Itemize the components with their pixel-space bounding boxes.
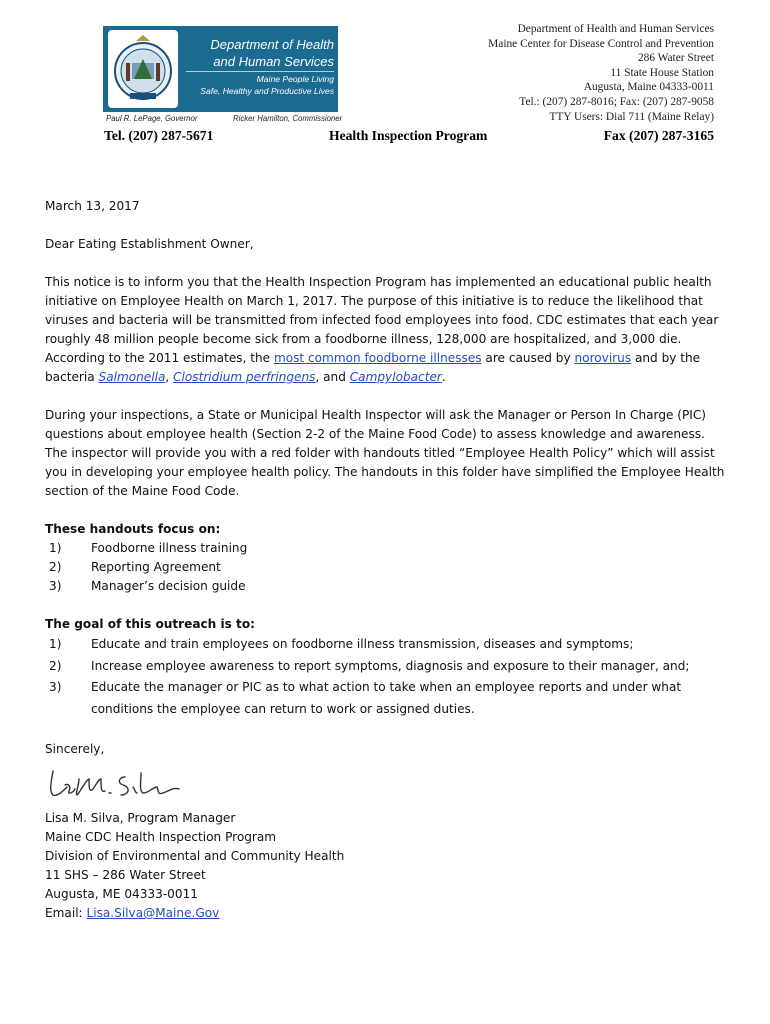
letter-body <box>45 197 730 923</box>
list-number: 3) <box>49 680 62 694</box>
goal-heading: The goal of this outreach is to: <box>45 617 255 631</box>
list-item <box>45 539 730 558</box>
address-line: Maine Center for Disease Control and Prevention <box>488 37 714 50</box>
agency-address-block <box>488 22 714 124</box>
handwritten-signature <box>45 761 730 805</box>
common-illnesses-link[interactable]: most common foodborne illnesses <box>273 351 482 365</box>
clostridium-link[interactable]: Clostridium perfringens <box>173 370 316 384</box>
intro-text: This notice is to inform you that the Health Inspection Program has implemented an educational public health initiative on Employee Health on March 1, 2017. The purpose of this initiative is to reduce the likelihood that viruses and bacteria will be transmitted from infected food employees into food. CDC estimates that each year roughly 48 million people become sick from a foodborne illness, 128,000 are hospitalized, and 3,000 die. According to the 2011 estimates, the <box>45 275 719 365</box>
list-text: Educate the manager or PIC as to what action to take when an employee reports and under what conditions the employee can return to work or assigned duties. <box>91 680 682 716</box>
list-text: Increase employee awareness to report symptoms, diagnosis and exposure to their manager, and; <box>91 658 690 673</box>
campylobacter-link[interactable]: Campylobacter <box>349 370 442 384</box>
maine-seal-icon <box>112 33 174 105</box>
logo-divider <box>186 71 334 72</box>
email-link[interactable]: Lisa.Silva@Maine.Gov <box>86 906 220 920</box>
handouts-heading: These handouts focus on: <box>45 522 221 536</box>
header-program-name: Health Inspection Program <box>329 128 488 143</box>
letter-date: March 13, 2017 <box>45 199 140 213</box>
goals-list <box>45 634 730 720</box>
intro-text: . <box>441 370 446 384</box>
list-number: 3) <box>49 579 62 593</box>
list-item <box>45 558 730 577</box>
signer-org: Maine CDC Health Inspection Program <box>45 830 277 844</box>
intro-text: , <box>165 370 174 384</box>
address-line: 286 Water Street <box>637 52 714 65</box>
handouts-list <box>45 539 730 596</box>
signer-name: Lisa M. Silva, Program Manager <box>45 811 236 825</box>
norovirus-link[interactable]: norovirus <box>574 351 632 365</box>
list-number: 2) <box>49 560 62 574</box>
address-line: Department of Health and Human Services <box>517 23 714 35</box>
list-text: Educate and train employees on foodborne illness transmission, diseases and symptoms; <box>91 637 634 651</box>
signer-email-line <box>45 904 730 923</box>
logo-tag-line1: Maine People Living <box>256 74 334 84</box>
email-label: Email: <box>45 906 87 920</box>
address-line: Augusta, Maine 04333-0011 <box>583 81 714 94</box>
signer-city: Augusta, ME 04333-0011 <box>45 887 198 901</box>
salmonella-link[interactable]: Salmonella <box>98 370 166 384</box>
inspection-paragraph: During your inspections, a State or Municipal Health Inspector will ask the Manager or Person In Charge (PIC) questions about employee health (Section 2-2 of the Maine Food Code) to assess knowledge and awareness. The inspector will provide you with a red folder with handouts titled “Employee Health Policy” which will assist you in developing your employee health policy. The handouts in this folder have simplified the Employee Health section of the Maine Food Code. <box>45 408 725 498</box>
logo-tag-line2: Safe, Healthy and Productive Lives <box>200 86 334 96</box>
salutation: Dear Eating Establishment Owner, <box>45 237 254 251</box>
maine-state-seal <box>108 30 178 108</box>
intro-text: , and <box>315 370 350 384</box>
commissioner-name: Ricker Hamilton, Commissioner <box>233 114 343 123</box>
list-number: 2) <box>49 658 62 673</box>
address-line: TTY Users: Dial 711 (Maine Relay) <box>549 110 714 123</box>
header-telephone: Tel. (207) 287-5671 <box>104 128 214 143</box>
address-line: Tel.: (207) 287-8016; Fax: (207) 287-9058 <box>519 95 714 108</box>
signer-division: Division of Environmental and Community Health <box>45 849 345 863</box>
logo-title <box>186 36 334 70</box>
list-text: Reporting Agreement <box>91 560 221 574</box>
logo-title-line2: and Human Services <box>213 54 334 69</box>
list-text: Manager’s decision guide <box>91 579 246 593</box>
list-number: 1) <box>49 541 62 555</box>
closing: Sincerely, <box>45 742 105 756</box>
list-item <box>45 634 730 656</box>
logo-tagline <box>186 73 334 97</box>
intro-paragraph <box>45 273 730 387</box>
header-fax: Fax (207) 287-3165 <box>603 128 714 143</box>
list-item <box>45 577 730 596</box>
list-text: Foodborne illness training <box>91 541 248 555</box>
list-item <box>45 656 730 678</box>
governor-name: Paul R. LePage, Governor <box>106 114 198 123</box>
logo-title-line1: Department of Health <box>210 37 334 52</box>
intro-text: are caused by <box>481 351 575 365</box>
intro-text: and by the bacteria <box>45 351 701 384</box>
list-item <box>45 677 730 720</box>
address-line: 11 State House Station <box>610 66 714 79</box>
signer-street: 11 SHS – 286 Water Street <box>45 868 206 882</box>
list-number: 1) <box>49 637 62 651</box>
signature-icon <box>45 761 185 805</box>
